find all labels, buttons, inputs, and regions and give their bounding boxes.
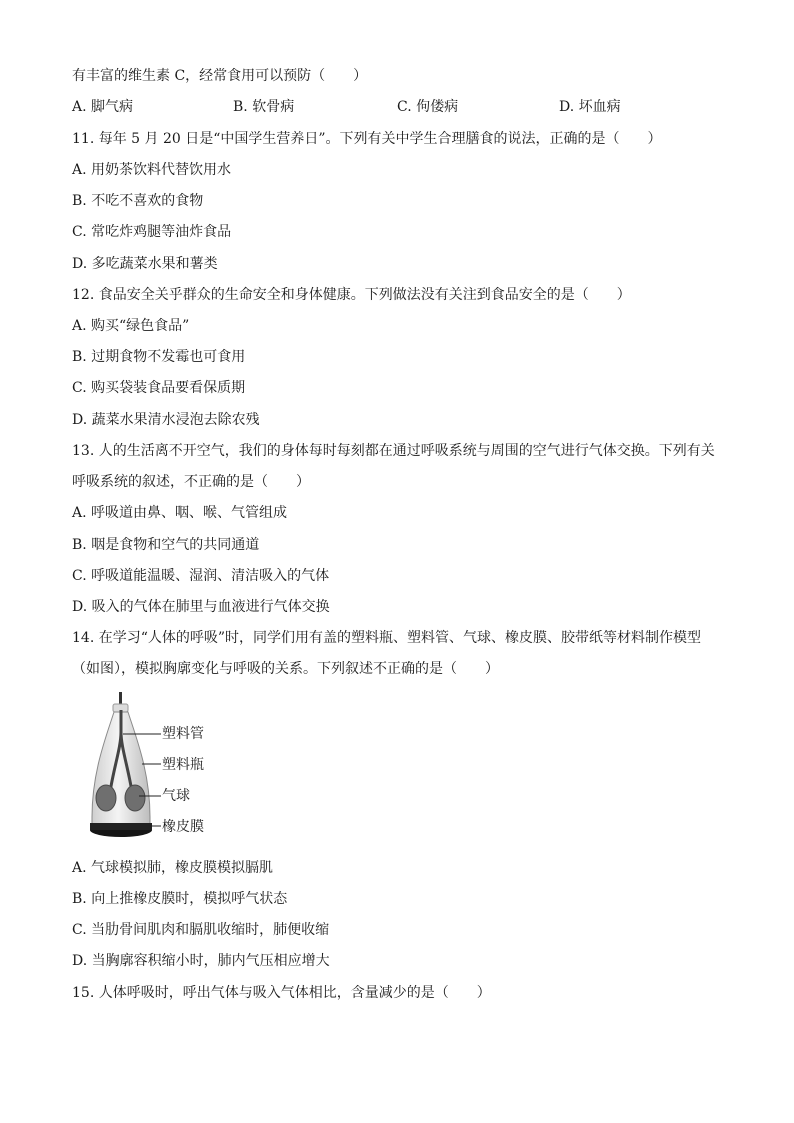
q13-option-b[interactable]: B. 咽是食物和空气的共同通道 — [72, 537, 260, 553]
q12-option-c[interactable]: C. 购买袋装食品要看保质期 — [72, 380, 246, 396]
q14-option-b[interactable]: B. 向上推橡皮膜时，模拟呼气状态 — [72, 891, 288, 907]
q11-option-a[interactable]: A. 用奶茶饮料代替饮用水 — [72, 162, 232, 178]
q13-option-c[interactable]: C. 呼吸道能温暖、湿润、清洁吸入的气体 — [72, 568, 330, 584]
q10-option-d[interactable]: D. 坏血病 — [559, 99, 621, 115]
q12-stem: 12. 食品安全关乎群众的生命安全和身体健康。下列做法没有关注到食品安全的是（ ） — [72, 287, 631, 303]
q14-stem-line1: 14. 在学习“人体的呼吸”时，同学们用有盖的塑料瓶、塑料管、气球、橡皮膜、胶带纸等材料制作模型 — [72, 630, 702, 646]
q11-option-c[interactable]: C. 常吃炸鸡腿等油炸食品 — [72, 224, 232, 240]
q13-option-a[interactable]: A. 呼吸道由鼻、咽、喉、气管组成 — [72, 505, 288, 521]
q13-stem-line2: 呼吸系统的叙述，不正确的是（ ） — [72, 474, 310, 490]
q11-option-d[interactable]: D. 多吃蔬菜水果和薯类 — [72, 256, 218, 272]
q10-option-b[interactable]: B. 软骨病 — [233, 99, 295, 115]
label-rubber-membrane: 橡皮膜 — [162, 819, 204, 835]
q14-option-d[interactable]: D. 当胸廓容积缩小时，肺内气压相应增大 — [72, 953, 330, 969]
q11-stem: 11. 每年 5 月 20 日是“中国学生营养日”。下列有关中学生合理膳食的说法，正确的是（ ） — [72, 131, 662, 147]
q12-option-a[interactable]: A. 购买“绿色食品” — [72, 318, 190, 334]
q10-option-c[interactable]: C. 佝偻病 — [397, 99, 459, 115]
q10-option-a[interactable]: A. 脚气病 — [72, 99, 134, 115]
q10-options — [72, 97, 692, 117]
q14-option-c[interactable]: C. 当肋骨间肌肉和膈肌收缩时，肺便收缩 — [72, 922, 330, 938]
q15-stem: 15. 人体呼吸时，呼出气体与吸入气体相比，含量减少的是（ ） — [72, 985, 491, 1001]
q13-option-d[interactable]: D. 吸入的气体在肺里与血液进行气体交换 — [72, 599, 330, 615]
q14-stem-line2: （如图），模拟胸廓变化与呼吸的关系。下列叙述不正确的是（ ） — [72, 661, 499, 677]
q10-stem-tail: 有丰富的维生素 C，经常食用可以预防（ ） — [72, 68, 368, 84]
q12-option-d[interactable]: D. 蔬菜水果清水浸泡去除农残 — [72, 412, 260, 428]
q11-option-b[interactable]: B. 不吃不喜欢的食物 — [72, 193, 204, 209]
q13-stem-line1: 13. 人的生活离不开空气，我们的身体每时每刻都在通过呼吸系统与周围的空气进行气体交换。下列有关 — [72, 443, 715, 459]
q12-option-b[interactable]: B. 过期食物不发霉也可食用 — [72, 349, 246, 365]
label-balloon: 气球 — [162, 788, 190, 804]
label-plastic-bottle: 塑料瓶 — [162, 757, 204, 773]
q14-option-a[interactable]: A. 气球模拟肺，橡皮膜模拟膈肌 — [72, 860, 274, 876]
respiration-model-figure — [84, 692, 244, 842]
label-plastic-tube: 塑料管 — [162, 726, 204, 742]
